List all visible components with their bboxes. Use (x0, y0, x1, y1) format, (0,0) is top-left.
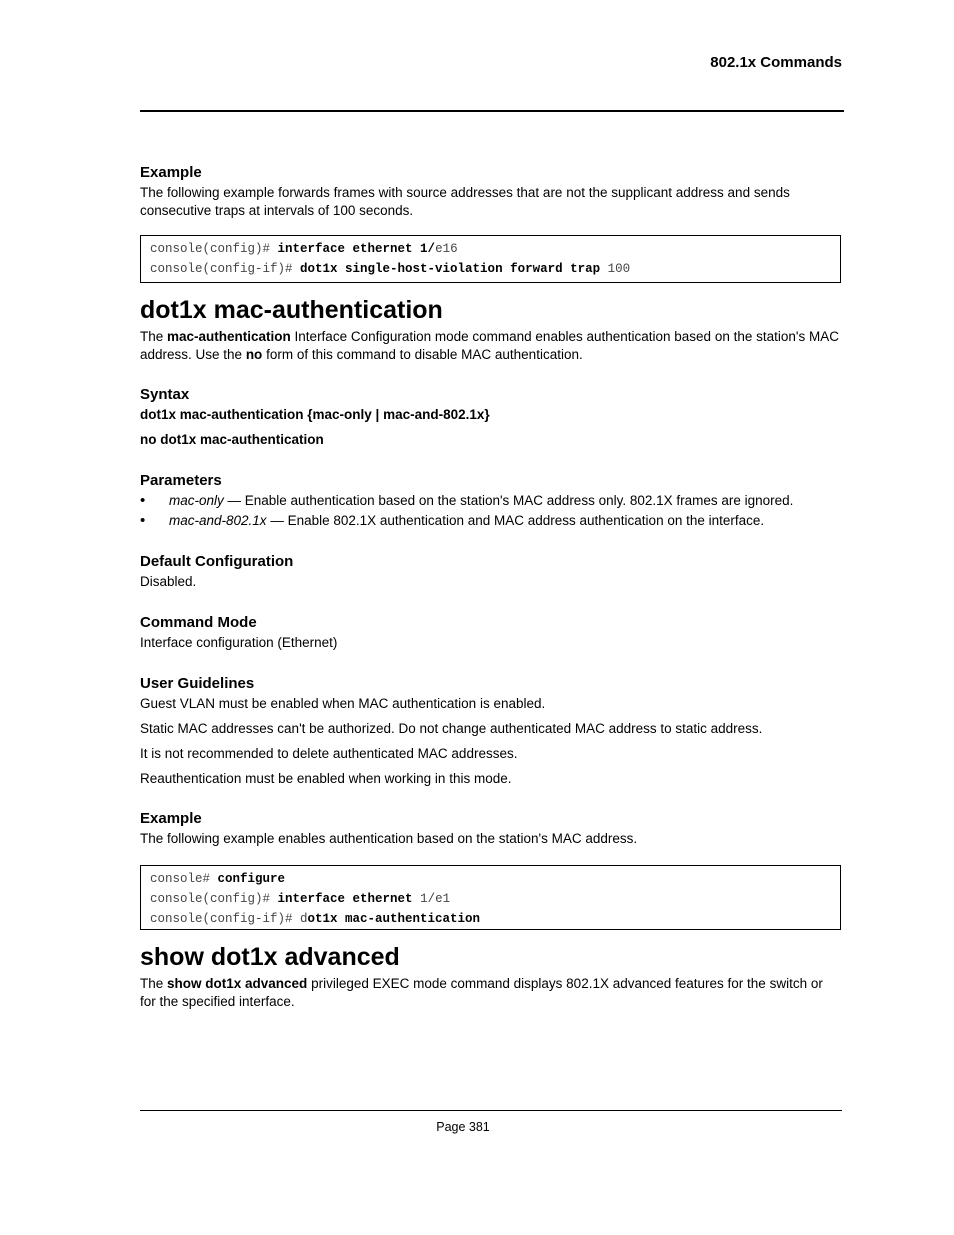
syntax-heading: Syntax (140, 386, 190, 403)
bullet-icon: • (140, 492, 146, 509)
bullet-icon: • (140, 512, 146, 529)
header-rule (140, 110, 844, 112)
example-heading: Example (140, 164, 202, 181)
default-config-heading: Default Configuration (140, 553, 294, 570)
guideline-text: Guest VLAN must be enabled when MAC authentication is enabled. (140, 696, 546, 711)
example-heading: Example (140, 810, 202, 827)
example-description: The following example enables authentication based on the station's MAC address. (140, 831, 638, 846)
guideline-text: It is not recommended to delete authenticated MAC addresses. (140, 746, 518, 761)
command-mode-text: Interface configuration (Ethernet) (140, 635, 338, 650)
code-block (140, 235, 841, 283)
footer-rule (140, 1110, 842, 1111)
code-line: console(config)# interface ethernet 1/e1 (150, 892, 451, 906)
default-config-text: Disabled. (140, 574, 197, 589)
running-header: 802.1x Commands (710, 54, 842, 71)
parameters-heading: Parameters (140, 472, 222, 489)
section-title: show dot1x advanced (140, 943, 400, 971)
page-number: Page 381 (436, 1120, 490, 1134)
command-mode-heading: Command Mode (140, 614, 257, 631)
code-block (140, 865, 841, 930)
code-line: console(config)# interface ethernet 1/e16 (150, 242, 458, 256)
section-intro: The mac-authentication Interface Configuration mode command enables authentication based on the station's MAC address. Use the no form of this command to disable MAC authentication. (140, 329, 839, 362)
guideline-text: Static MAC addresses can't be authorized. Do not change authenticated MAC address to static address. (140, 721, 763, 736)
syntax-no-line: no dot1x mac-authentication (140, 432, 324, 447)
syntax-line: dot1x mac-authentication {mac-only | mac-and-802.1x} (140, 407, 490, 422)
example-description: The following example forwards frames with source addresses that are not the supplicant address and sends consecutive traps at intervals of 100 seconds. (140, 185, 790, 218)
code-line: console# configure (150, 872, 286, 886)
code-line: console(config-if)# dot1x mac-authentication (150, 912, 481, 926)
code-line: console(config-if)# dot1x single-host-violation forward trap 100 (150, 262, 631, 276)
user-guidelines-heading: User Guidelines (140, 675, 255, 692)
guideline-text: Reauthentication must be enabled when working in this mode. (140, 771, 512, 786)
section-title: dot1x mac-authentication (140, 296, 443, 324)
section-intro: The show dot1x advanced privileged EXEC mode command displays 802.1X advanced features for the switch or for the specified interface. (140, 976, 823, 1009)
